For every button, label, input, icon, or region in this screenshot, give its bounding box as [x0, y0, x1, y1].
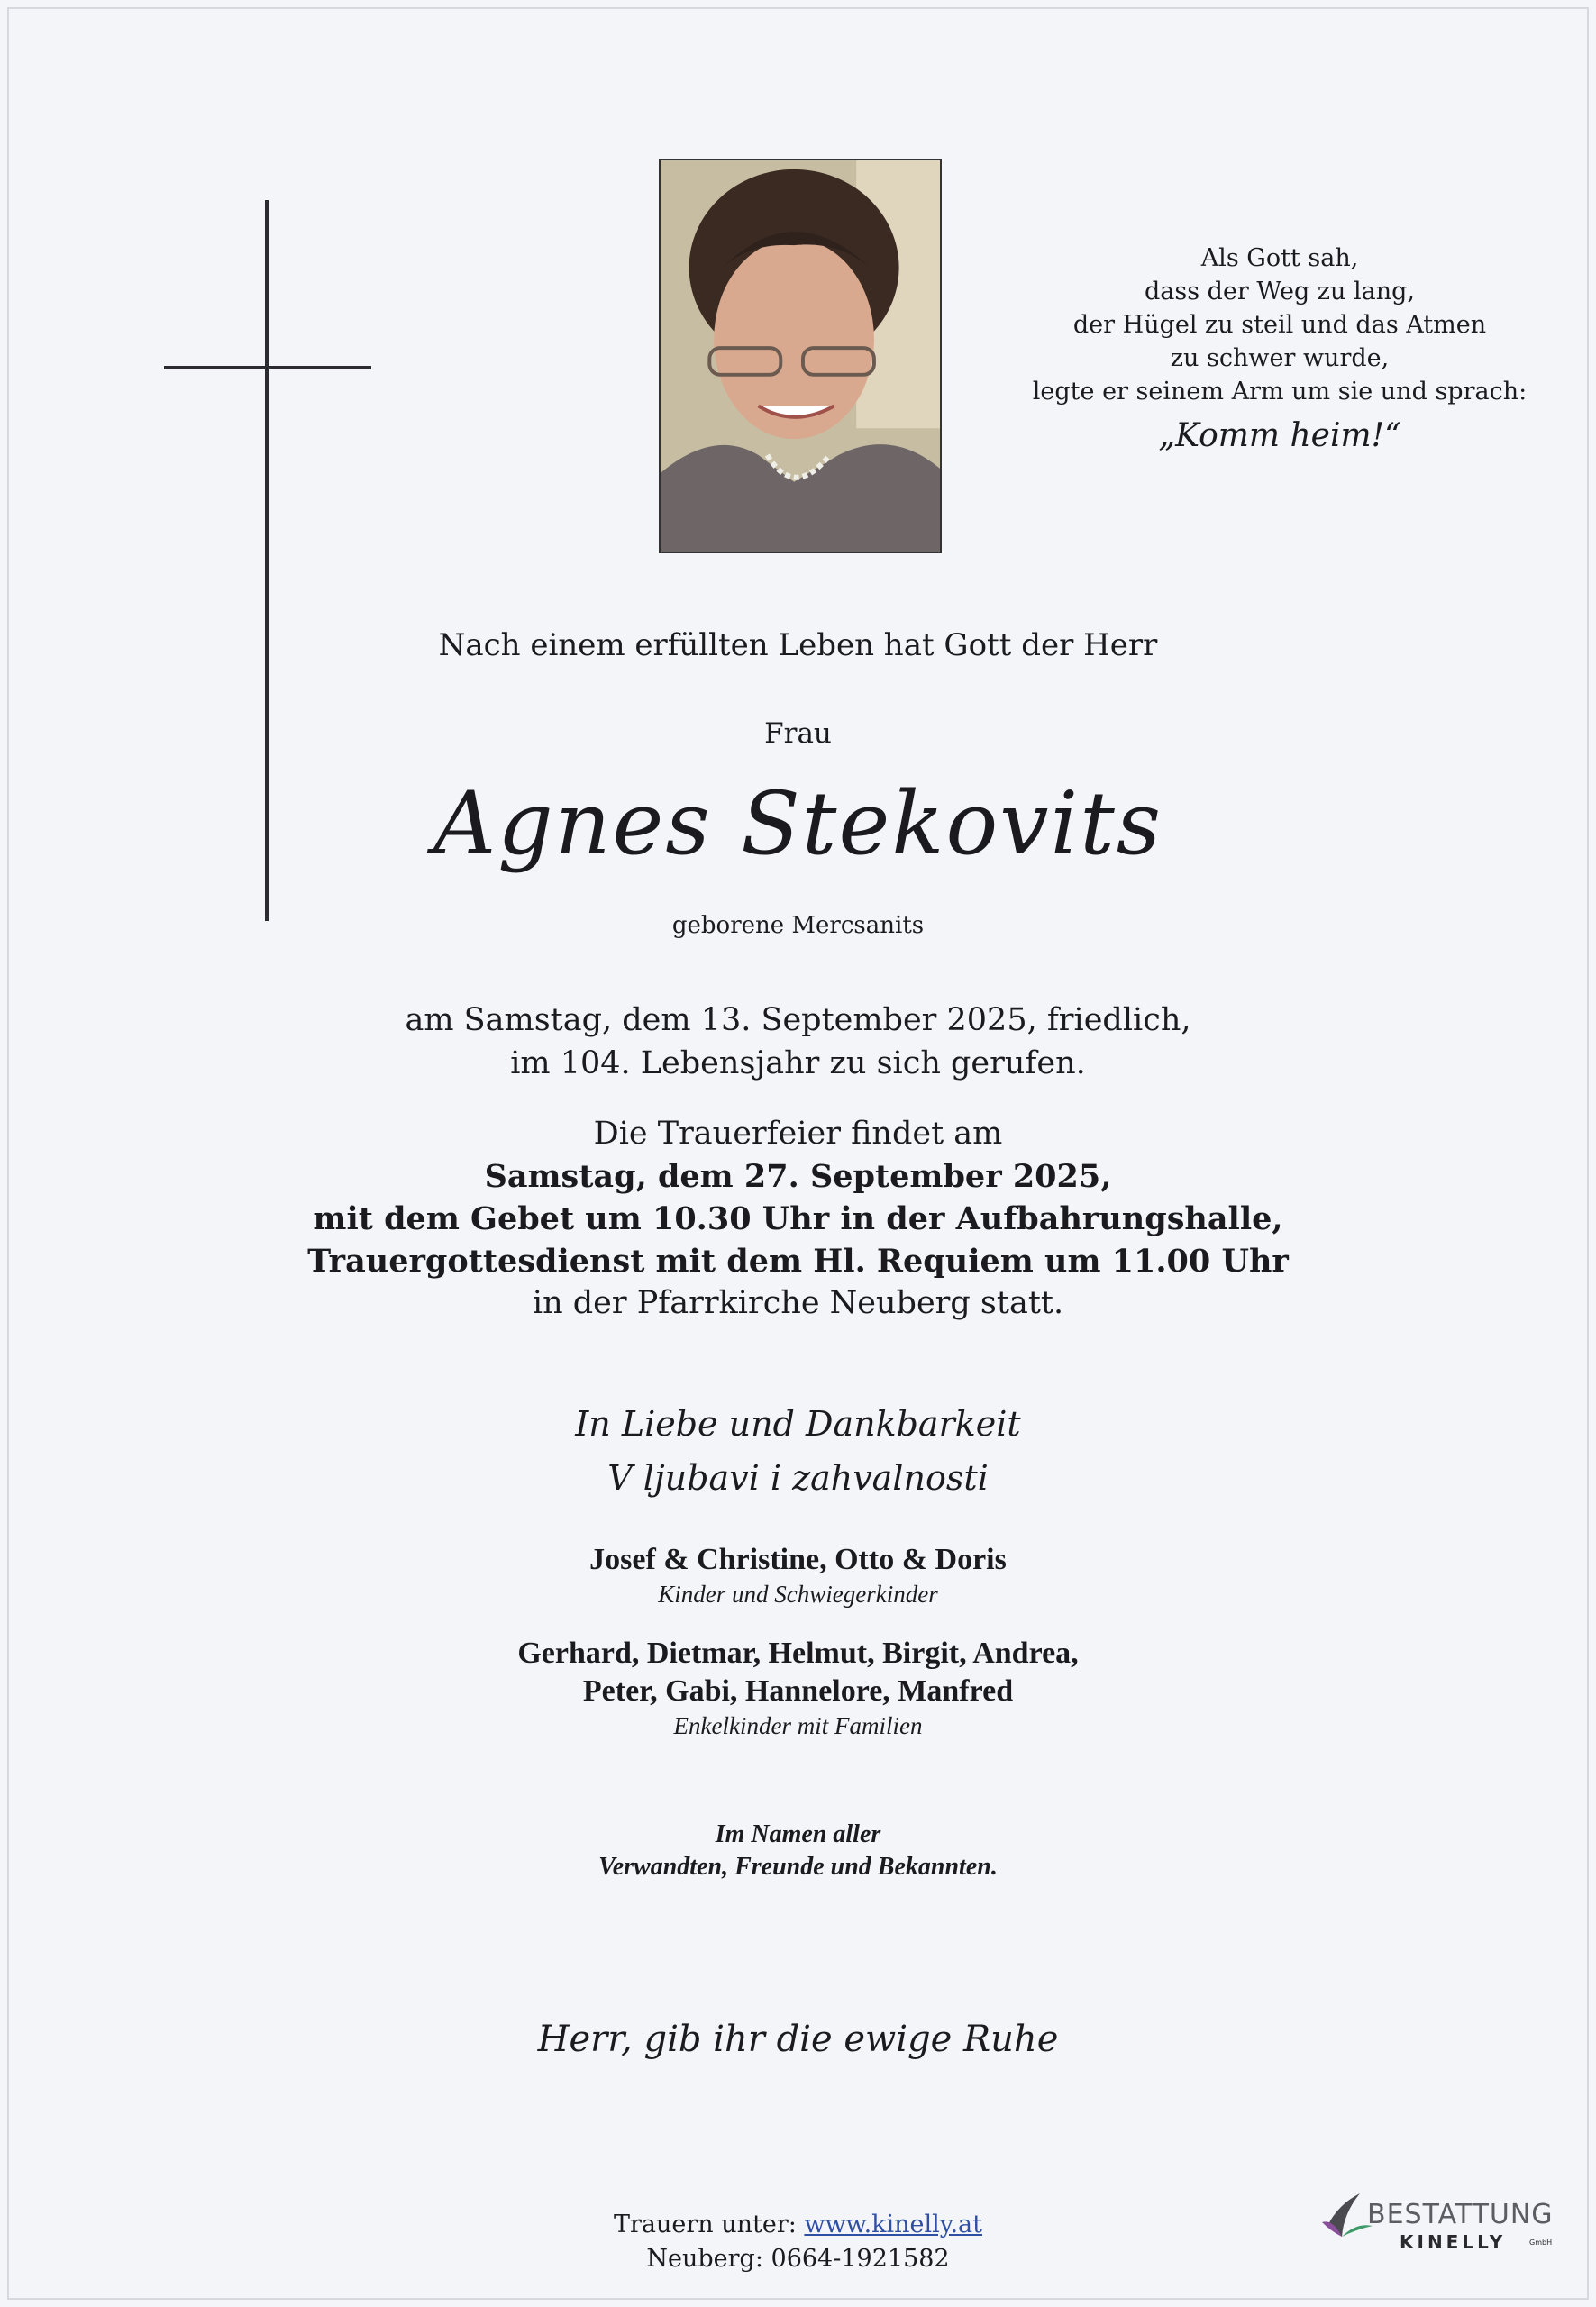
on-behalf [0, 1819, 1596, 1883]
logo-word-bestattung: BESTATTUNG [1367, 2199, 1554, 2230]
family-role: Enkelkinder mit Familien [673, 1712, 923, 1739]
service-date: Samstag, dem 27. September 2025, [484, 1158, 1112, 1195]
on-behalf-line: Im Namen aller [715, 1820, 881, 1848]
condolence-prefix: Trauern unter: [614, 2211, 805, 2239]
service-lead: Die Trauerfeier findet am [593, 1116, 1003, 1152]
swoosh-icon [1320, 2186, 1374, 2249]
death-notice [0, 998, 1596, 1085]
love-line-croatian: V ljubavi i zahvalnosti [607, 1458, 989, 1498]
love-gratitude [0, 1397, 1596, 1505]
poem-line: legte er seinem Arm um sie und sprach: [1032, 378, 1528, 406]
family-names: Josef & Christine, Otto & Doris [589, 1543, 1007, 1576]
death-line: im 104. Lebensjahr zu sich gerufen. [510, 1045, 1086, 1081]
closing-prayer: Herr, gib ihr die ewige Ruhe [537, 2019, 1059, 2060]
poem-line: zu schwer wurde, [1170, 344, 1390, 372]
salutation: Frau [764, 717, 832, 750]
on-behalf-line: Verwandten, Freunde und Bekannten. [598, 1853, 998, 1881]
poem-line: dass der Weg zu lang, [1144, 278, 1415, 305]
logo-suffix: GmbH [1529, 2239, 1553, 2247]
birth-name: geborene Mercsanits [671, 912, 925, 939]
phone-number: Neuberg: 0664-1921582 [646, 2245, 950, 2273]
service-requiem-time: Trauergottesdienst mit dem Hl. Requiem um 11.00 Uhr [307, 1243, 1289, 1280]
funeral-service [0, 1113, 1596, 1325]
family-children [0, 1541, 1596, 1609]
poem-line: Als Gott sah, [1200, 244, 1359, 272]
family-role: Kinder und Schwiegerkinder [658, 1581, 938, 1608]
poem-line: der Hügel zu steil und das Atmen [1072, 311, 1487, 339]
funeral-home-logo [1320, 2181, 1555, 2262]
deceased-name: Agnes Stekovits [433, 773, 1163, 874]
poem-quote: „Komm heim!“ [1158, 417, 1401, 454]
poem [1027, 242, 1532, 459]
love-line-german: In Liebe und Dankbarkeit [575, 1404, 1021, 1444]
family-names: Gerhard, Dietmar, Helmut, Birgit, Andrea, [517, 1637, 1079, 1670]
intro-text: Nach einem erfüllten Leben hat Gott der Herr [438, 627, 1158, 663]
cross-horizontal-bar [164, 366, 371, 369]
service-location: in der Pfarrkirche Neuberg statt. [532, 1285, 1064, 1321]
service-prayer-time: mit dem Gebet um 10.30 Uhr in der Aufbahrungshalle, [313, 1200, 1283, 1237]
condolence-link[interactable]: www.kinelly.at [804, 2211, 982, 2239]
logo-word-kinelly: KINELLY [1400, 2231, 1507, 2253]
family-grandchildren [0, 1635, 1596, 1741]
family-names: Peter, Gabi, Hannelore, Manfred [582, 1674, 1014, 1708]
death-line: am Samstag, dem 13. September 2025, friedlich, [405, 1002, 1191, 1038]
portrait-photo [659, 159, 942, 553]
